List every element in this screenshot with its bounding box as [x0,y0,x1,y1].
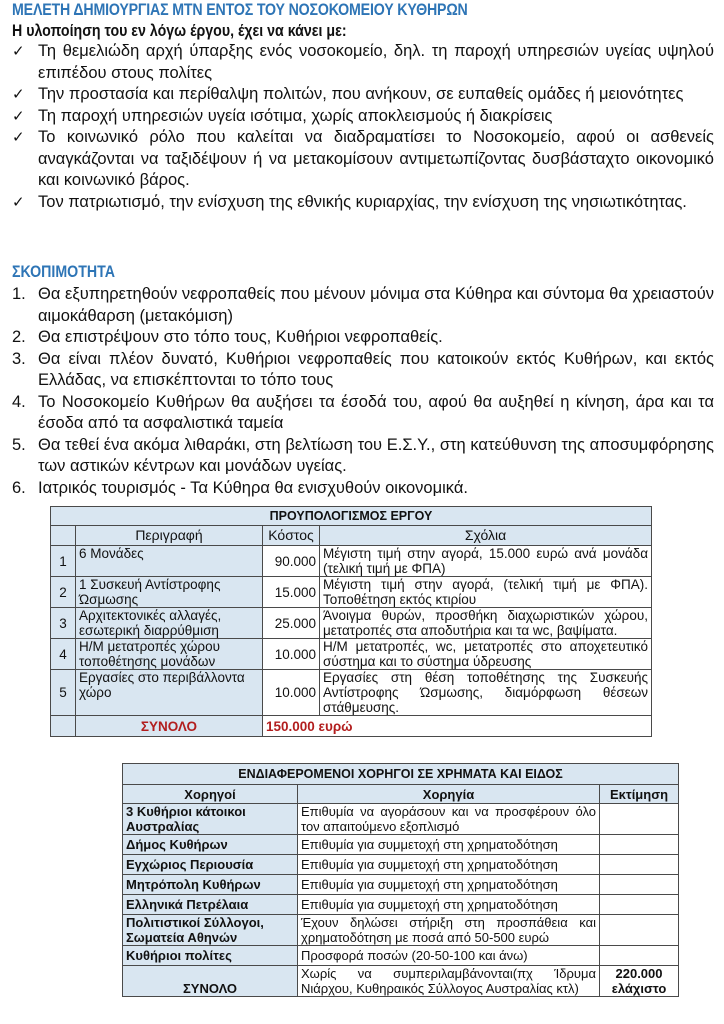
header-comments: Σχόλια [320,526,652,546]
budget-total-value: 150.000 ευρώ [263,716,652,737]
checkmark-icon: ✓ [12,86,25,103]
scope-item: 1. Θα εξυπηρετηθούν νεφροπαθείς που μένουν μόνιμα στα Κύθηρα και σύντομα θα χρειαστούν αιμοκάθαρση (μετακόμιση) [12,285,714,325]
table-row: Δήμος Κυθήρων Επιθυμία για συμμετοχή στη χρηματοδότηση [123,835,679,855]
table-row: Ελληνικά Πετρέλαια Επιθυμία για συμμετοχή στη χρηματοδότηση [123,895,679,915]
checklist-item: ✓ Την προστασία και περίθαλψη πολιτών, που ανήκουν, σε ευπαθείς ομάδες ή μειονότητες [12,84,714,106]
table-row: Πολιτιστικοί Σύλλογοι, Σωματεία Αθηνών Έχουν δηλώσει στήριξη στη προσπάθεια και χρηματοδότηση με ποσά από 50-500 ευρώ [123,915,679,946]
scope-list [12,284,714,499]
sponsors-total-note: Χωρίς να συμπεριλαμβάνονται(πχ Ίδρυμα Νιάρχου, Κυθηραικός Σύλλογος Αυστραλίας κτλ) [298,966,600,997]
table-row: 4 Η/Μ μετατροπές χώρου τοποθέτησης μονάδων 10.000 Η/Μ μετατροπές, wc, μετατροπές στο αποχετευτικό σύστημα και το σύστημα ύδρευσης [51,639,652,670]
checklist-item: ✓ Τον πατριωτισμό, την ενίσχυση της εθνικής κυριαρχίας, την ενίσχυση της νησιωτικότητας. [12,192,714,214]
header-sponsor: Χορηγοί [123,785,298,804]
sponsors-header-row [123,785,679,804]
budget-total-label: ΣΥΝΟΛΟ [76,716,263,737]
checklist [12,41,714,213]
document-subtitle: Η υλοποίηση του εν λόγω έργου, έχει να κάνει με: [12,22,347,40]
table-row: Εγχώριος Περιουσία Επιθυμία για συμμετοχή στη χρηματοδότηση [123,855,679,875]
header-estimate: Εκτίμηση [600,785,679,804]
scope-item: 3. Θα είναι πλέον δυνατό, Κυθήριοι νεφροπαθείς που κατοικούν εκτός Κυθήρων, και εκτός Ελλάδας, να επισκέπτονται το τόπο τους [12,349,714,389]
table-row: 2 1 Συσκευή Αντίστροφης Ώσμωσης 15.000 Μέγιστη τιμή στην αγορά, (τελική τιμή με ΦΠΑ). Τοποθέτηση εκτός κτιρίου [51,577,652,608]
document-title: ΜΕΛΕΤΗ ΔΗΜΙΟΥΡΓΙΑΣ ΜΤΝ ΕΝΤΟΣ ΤΟΥ ΝΟΣΟΚΟΜΕΙΟΥ ΚΥΘΗΡΩΝ [12,1,468,19]
sponsors-total-estimate: 220.000 ελάχιστο [600,966,679,997]
scope-item: 4. Το Νοσοκομείο Κυθήρων θα αυξήσει τα έσοδά του, αφού θα αυξηθεί η κίνηση, άρα και τα έσοδα από τα ασφαλιστικά ταμεία [12,392,714,432]
budget-total-row [51,716,652,737]
scope-item: 5. Θα τεθεί ένα ακόμα λιθαράκι, στη βελτίωση του Ε.Σ.Υ., στη κατεύθυνση της αποσυμφόρησης των αστικών κέντρων και μονάδων υγείας. [12,435,714,475]
scope-item: 6. Ιατρικός τουρισμός - Τα Κύθηρα θα ενισχυθούν οικονομικά. [12,478,468,497]
header-description: Περιγραφή [76,526,263,546]
header-sponsorship: Χορηγία [298,785,600,804]
sponsors-table [122,763,679,997]
budget-table [50,506,652,737]
scope-item: 2. Θα επιστρέψουν στο τόπο τους, Κυθήριοι νεφροπαθείς. [12,328,443,346]
table-row: 1 6 Μονάδες 90.000 Μέγιστη τιμή στην αγορά, 15.000 ευρώ ανά μονάδα (τελική τιμή με ΦΠΑ) [51,546,652,577]
header-index [51,526,76,546]
checklist-item: ✓ Τη παροχή υπηρεσιών υγεία ισότιμα, χωρίς αποκλεισμούς ή διακρίσεις [12,106,714,128]
budget-title: ΠΡΟΥΠΟΛΟΓΙΣΜΟΣ ΕΡΓΟΥ [51,507,652,526]
checkmark-icon: ✓ [12,193,25,211]
table-row: Κυθήριοι πολίτες Προσφορά ποσών (20-50-100 και άνω) [123,946,679,966]
scope-heading: ΣΚΟΠΙΜΟΤΗΤΑ [12,263,115,281]
table-row: 5 Εργασίες στο περιβάλλοντα χώρο 10.000 Εργασίες στη θέση τοποθέτησης της Συσκευής Αντίστροφης Ώσμωσης, διαμόρφωση θέσεων στάθμευσης. [51,670,652,716]
sponsors-title: ΕΝΔΙΑΦΕΡΟΜΕΝΟΙ ΧΟΡΗΓΟΙ ΣΕ ΧΡΗΜΑΤΑ ΚΑΙ ΕΙΔΟΣ [123,764,679,785]
checkmark-icon: ✓ [12,107,25,125]
checklist-item: ✓ Τη θεμελιώδη αρχή ύπαρξης ενός νοσοκομείο, δηλ. τη παροχή υπηρεσιών υγείας υψηλού επιπέδου στους πολίτες [12,42,714,82]
table-row: Μητρόπολη Κυθήρων Επιθυμία για συμμετοχή στη χρηματοδότηση [123,875,679,895]
table-row: 3 Κυθήριοι κάτοικοι Αυστραλίας Επιθυμία να αγοράσουν και να προσφέρουν όλο τον απαιτούμενο εξοπλισμό [123,804,679,835]
table-row: 3 Αρχιτεκτονικές αλλαγές, εσωτερική διαρρύθμιση 25.000 Άνοιγμα θυρών, προσθήκη διαχωριστικών χώρου, μετατροπές στα αποδυτήρια και τα wc, βαψίματα. [51,608,652,639]
sponsors-total-row [123,966,679,997]
sponsors-total-label: ΣΥΝΟΛΟ [123,966,298,997]
budget-header-row [51,526,652,546]
checkmark-icon: ✓ [12,43,25,60]
budget-title-row [51,507,652,526]
sponsors-title-row [123,764,679,785]
header-cost: Κόστος [263,526,320,546]
checkmark-icon: ✓ [12,129,25,146]
checklist-item: ✓ Το κοινωνικό ρόλο που καλείται να διαδραματίσει το Νοσοκομείο, αφού οι ασθενείς αναγκάζονται να ταξιδέψουν ή να μετακομίσουν αντιμετωπίζοντας δυσβάσταχτο οικονομικό και κοινωνικό βάρος. [12,128,714,189]
